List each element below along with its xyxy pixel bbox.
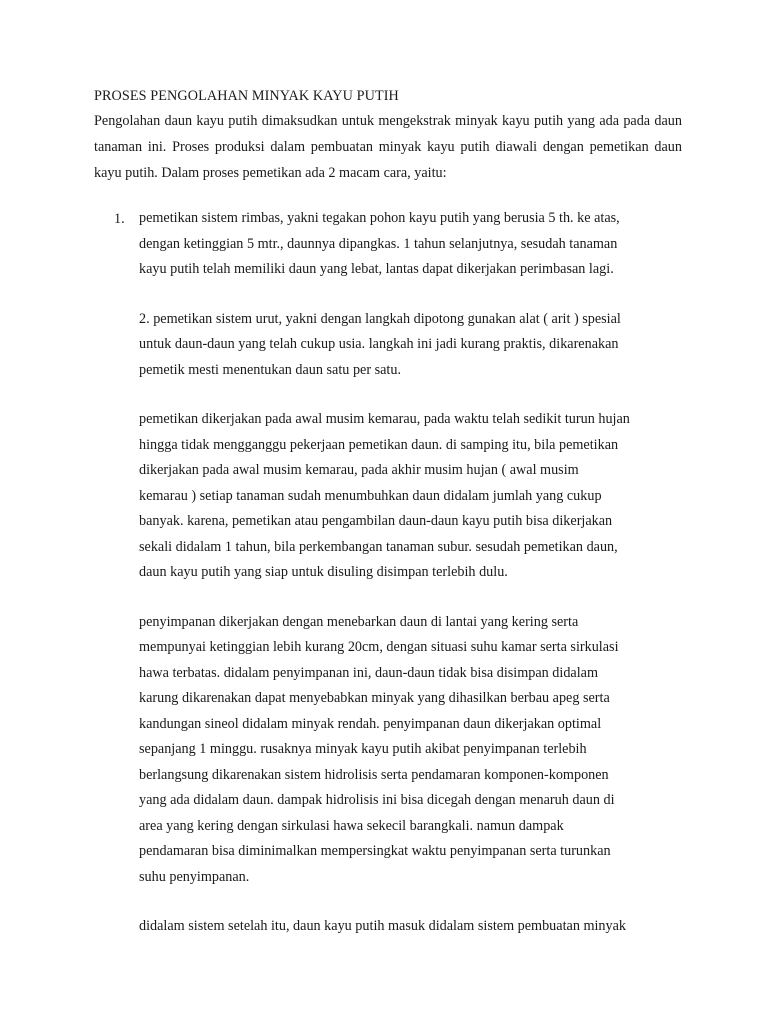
text-line: dengan ketinggian 5 mtr., daunnya dipangkas. 1 tahun selanjutnya, sesudah tanaman [139, 235, 618, 252]
text-line: sepanjang 1 minggu. rusaknya minyak kayu putih akibat penyimpanan terlebih [139, 741, 587, 757]
text-line: dikerjakan pada awal musim kemarau, pada akhir musim hujan ( awal musim [139, 462, 579, 478]
text-line: pemetikan sistem rimbas, yakni tegakan pohon kayu putih yang berusia 5 th. ke atas, [139, 210, 620, 226]
text-line: pemetikan dikerjakan pada awal musim kemarau, pada waktu telah sedikit turun hujan [139, 411, 630, 427]
text-line: suhu penyimpanan. [139, 868, 250, 885]
list-paragraph [139, 914, 684, 940]
text-line: didalam sistem setelah itu, daun kayu putih masuk didalam sistem pembuatan minyak [139, 918, 627, 934]
text-line: daun kayu putih yang siap untuk disuling disimpan terlebih dulu. [139, 564, 508, 580]
text-line: area yang kering dengan sirkulasi hawa sekecil barangkali. namun dampak [139, 817, 564, 834]
text-line: kandungan sineol didalam minyak rendah. penyimpanan daun dikerjakan optimal [139, 715, 602, 732]
text-line: penyimpanan dikerjakan dengan menebarkan daun di lantai yang kering serta [139, 613, 579, 630]
text-line: mempunyai ketinggian lebih kurang 20cm, dengan situasi suhu kamar serta sirkulasi [139, 639, 619, 655]
text-line: pendamaran bisa diminimalkan mempersingkat waktu penyimpanan serta turunkan [139, 843, 611, 859]
list-paragraph [139, 307, 684, 384]
list-item-number: 1. [114, 211, 125, 227]
numbered-list [94, 206, 682, 964]
text-line: banyak. karena, pemetikan atau pengambilan daun-daun kayu putih bisa dikerjakan [139, 513, 613, 529]
text-line: berlangsung dikarenakan sistem hidrolisis serta pendamaran komponen-komponen [139, 766, 609, 783]
text-line: karung dikarenakan dapat menyebabkan minyak yang dihasilkan berbau apeg serta [139, 690, 610, 706]
text-line: untuk daun-daun yang telah cukup usia. langkah ini jadi kurang praktis, dikarenakan [139, 336, 619, 352]
text-line: hingga tidak mengganggu pekerjaan pemetikan daun. di samping itu, bila pemetikan [139, 436, 619, 453]
text-line: 2. pemetikan sistem urut, yakni dengan langkah dipotong gunakan alat ( arit ) spesial [139, 310, 621, 327]
list-paragraph [139, 610, 684, 891]
text-line: hawa terbatas. didalam penyimpanan ini, daun-daun tidak bisa disimpan didalam [139, 664, 598, 681]
text-line: kemarau ) setiap tanaman sudah menumbuhkan daun didalam jumlah yang cukup [139, 487, 602, 504]
list-paragraph [139, 407, 684, 586]
list-paragraph [139, 206, 684, 283]
document-title: PROSES PENGOLAHAN MINYAK KAYU PUTIH [94, 88, 399, 104]
intro-paragraph: Pengolahan daun kayu putih dimaksudkan untuk mengekstrak minyak kayu putih yang ada pada daun tanaman ini. Proses produksi dalam pembuatan minyak kayu putih diawali dengan pemetikan daun kayu putih. Dalam proses pemetikan ada 2 macam cara, yaitu: [94, 113, 682, 181]
text-line: yang ada didalam daun. dampak hidrolisis ini bisa dicegah dengan menaruh daun di [139, 792, 615, 808]
text-line: sekali didalam 1 tahun, bila perkembangan tanaman subur. sesudah pemetikan daun, [139, 538, 618, 555]
list-item [94, 206, 682, 940]
text-line: kayu putih telah memiliki daun yang lebat, lantas dapat dikerjakan perimbasan lagi. [139, 261, 614, 277]
text-line: pemetik mesti menentukan daun satu per satu. [139, 361, 402, 378]
